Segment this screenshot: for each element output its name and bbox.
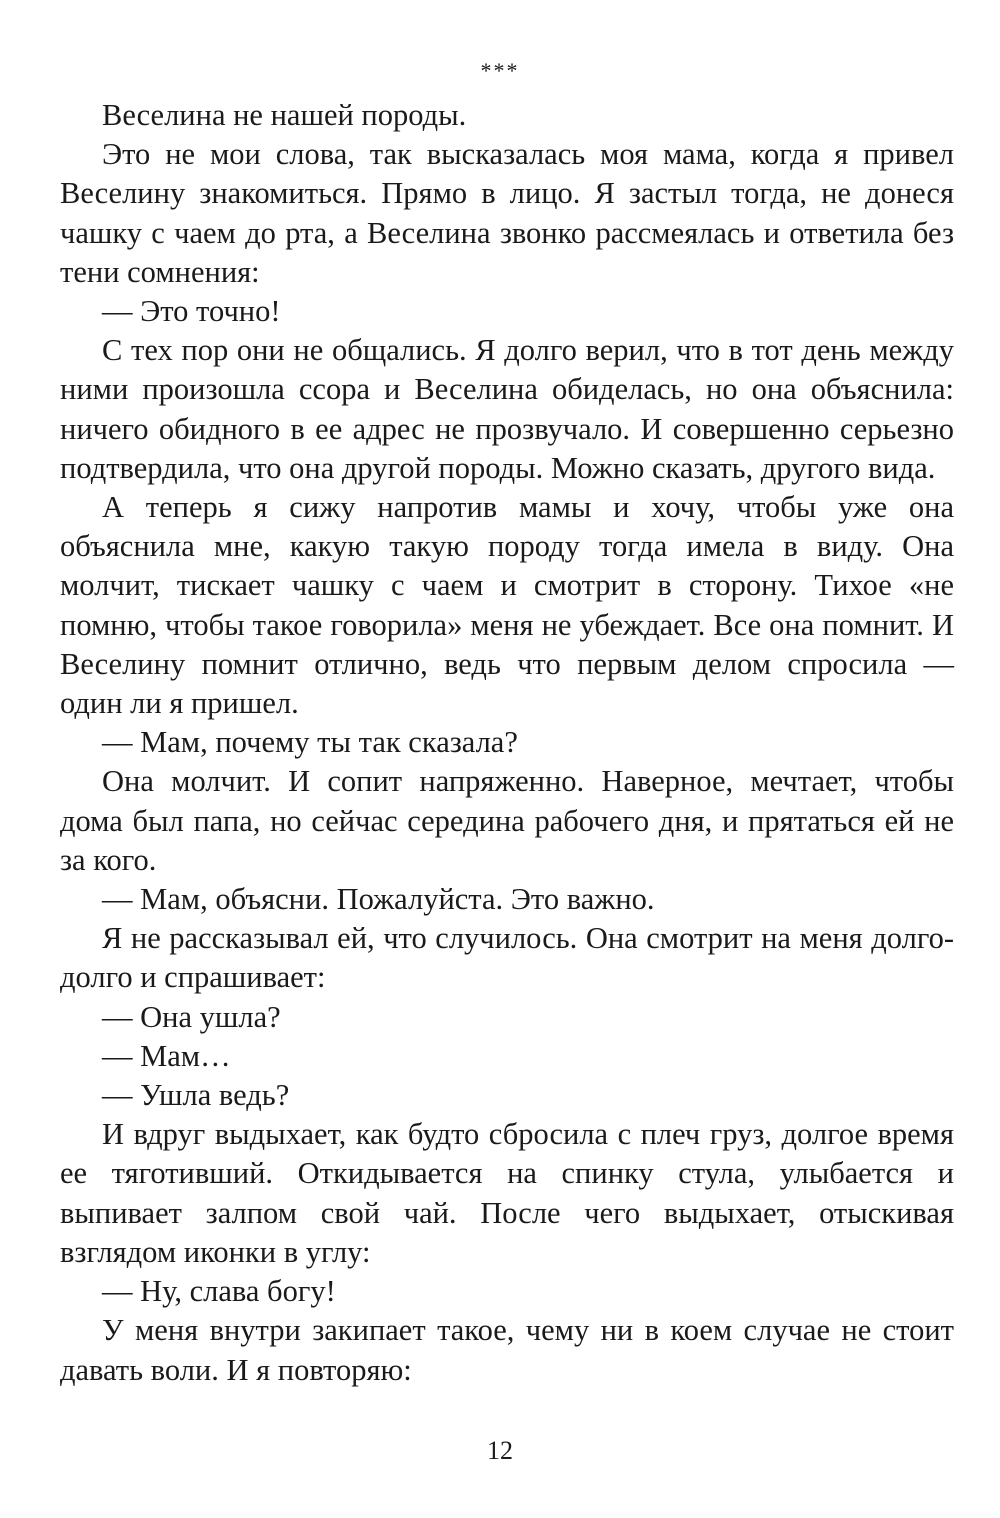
body-text <box>60 96 954 1390</box>
dialogue-line: — Ушла ведь? <box>102 1078 290 1113</box>
dialogue-line: — Ну, слава богу! <box>102 1274 336 1309</box>
paragraph: Она молчит. И сопит напряженно. Наверное, мечтает, чтобы дома был папа, но сейчас середина рабочего дня, и прятаться ей не за кого. <box>60 764 954 877</box>
paragraph: Это не мои слова, так высказалась моя мама, когда я привел Веселину знакомиться. Прямо в лицо. Я застыл тогда, не донеся чашку с чаем до рта, а Веселина звонко рассмеялась и ответила без тени сомнения: <box>60 137 954 289</box>
dialogue-line: — Мам, объясни. Пожалуйста. Это важно. <box>102 882 655 917</box>
dialogue-line: — Это точно! <box>102 294 281 329</box>
paragraph: У меня внутри закипает такое, чему ни в коем случае не стоит давать воли. И я повторяю: <box>60 1313 954 1387</box>
paragraph: И вдруг выдыхает, как будто сбросила с плеч груз, долгое время ее тяготивший. Откидывается на спинку стула, улыбается и выпивает залпом свой чай. После чего выдыхает, отыскивая взглядом иконки в углу: <box>60 1117 954 1269</box>
paragraph: Веселина не нашей породы. <box>102 98 467 132</box>
paragraph: С тех пор они не общались. Я долго верил, что в тот день между ними произошла ссора и Веселина обиделась, но она объяснила: ничего обидного в ее адрес не прозвучало. И совершенно серьезно подтвердила, что она другой породы. Можно сказать, другого вида. <box>60 333 954 485</box>
dialogue-line: — Мам… <box>102 1038 231 1073</box>
dialogue-line: — Она ушла? <box>102 999 281 1034</box>
section-separator: *** <box>480 58 520 83</box>
page-number: 12 <box>487 1436 513 1465</box>
dialogue-line: — Мам, почему ты так сказала? <box>102 725 518 760</box>
paragraph: А теперь я сижу напротив мамы и хочу, чтобы уже она объяснила мне, какую такую породу тогда имела в виду. Она молчит, тискает чашку с чаем и смотрит в сторону. Тихое «не помню, чтобы такое говорила» меня не убеждает. Все она помнит. И Веселину помнит отлично, ведь что первым делом спросила — один ли я пришел. <box>60 490 954 721</box>
paragraph: Я не рассказывал ей, что случилось. Она смотрит на меня долго-долго и спрашивает: <box>60 921 954 995</box>
